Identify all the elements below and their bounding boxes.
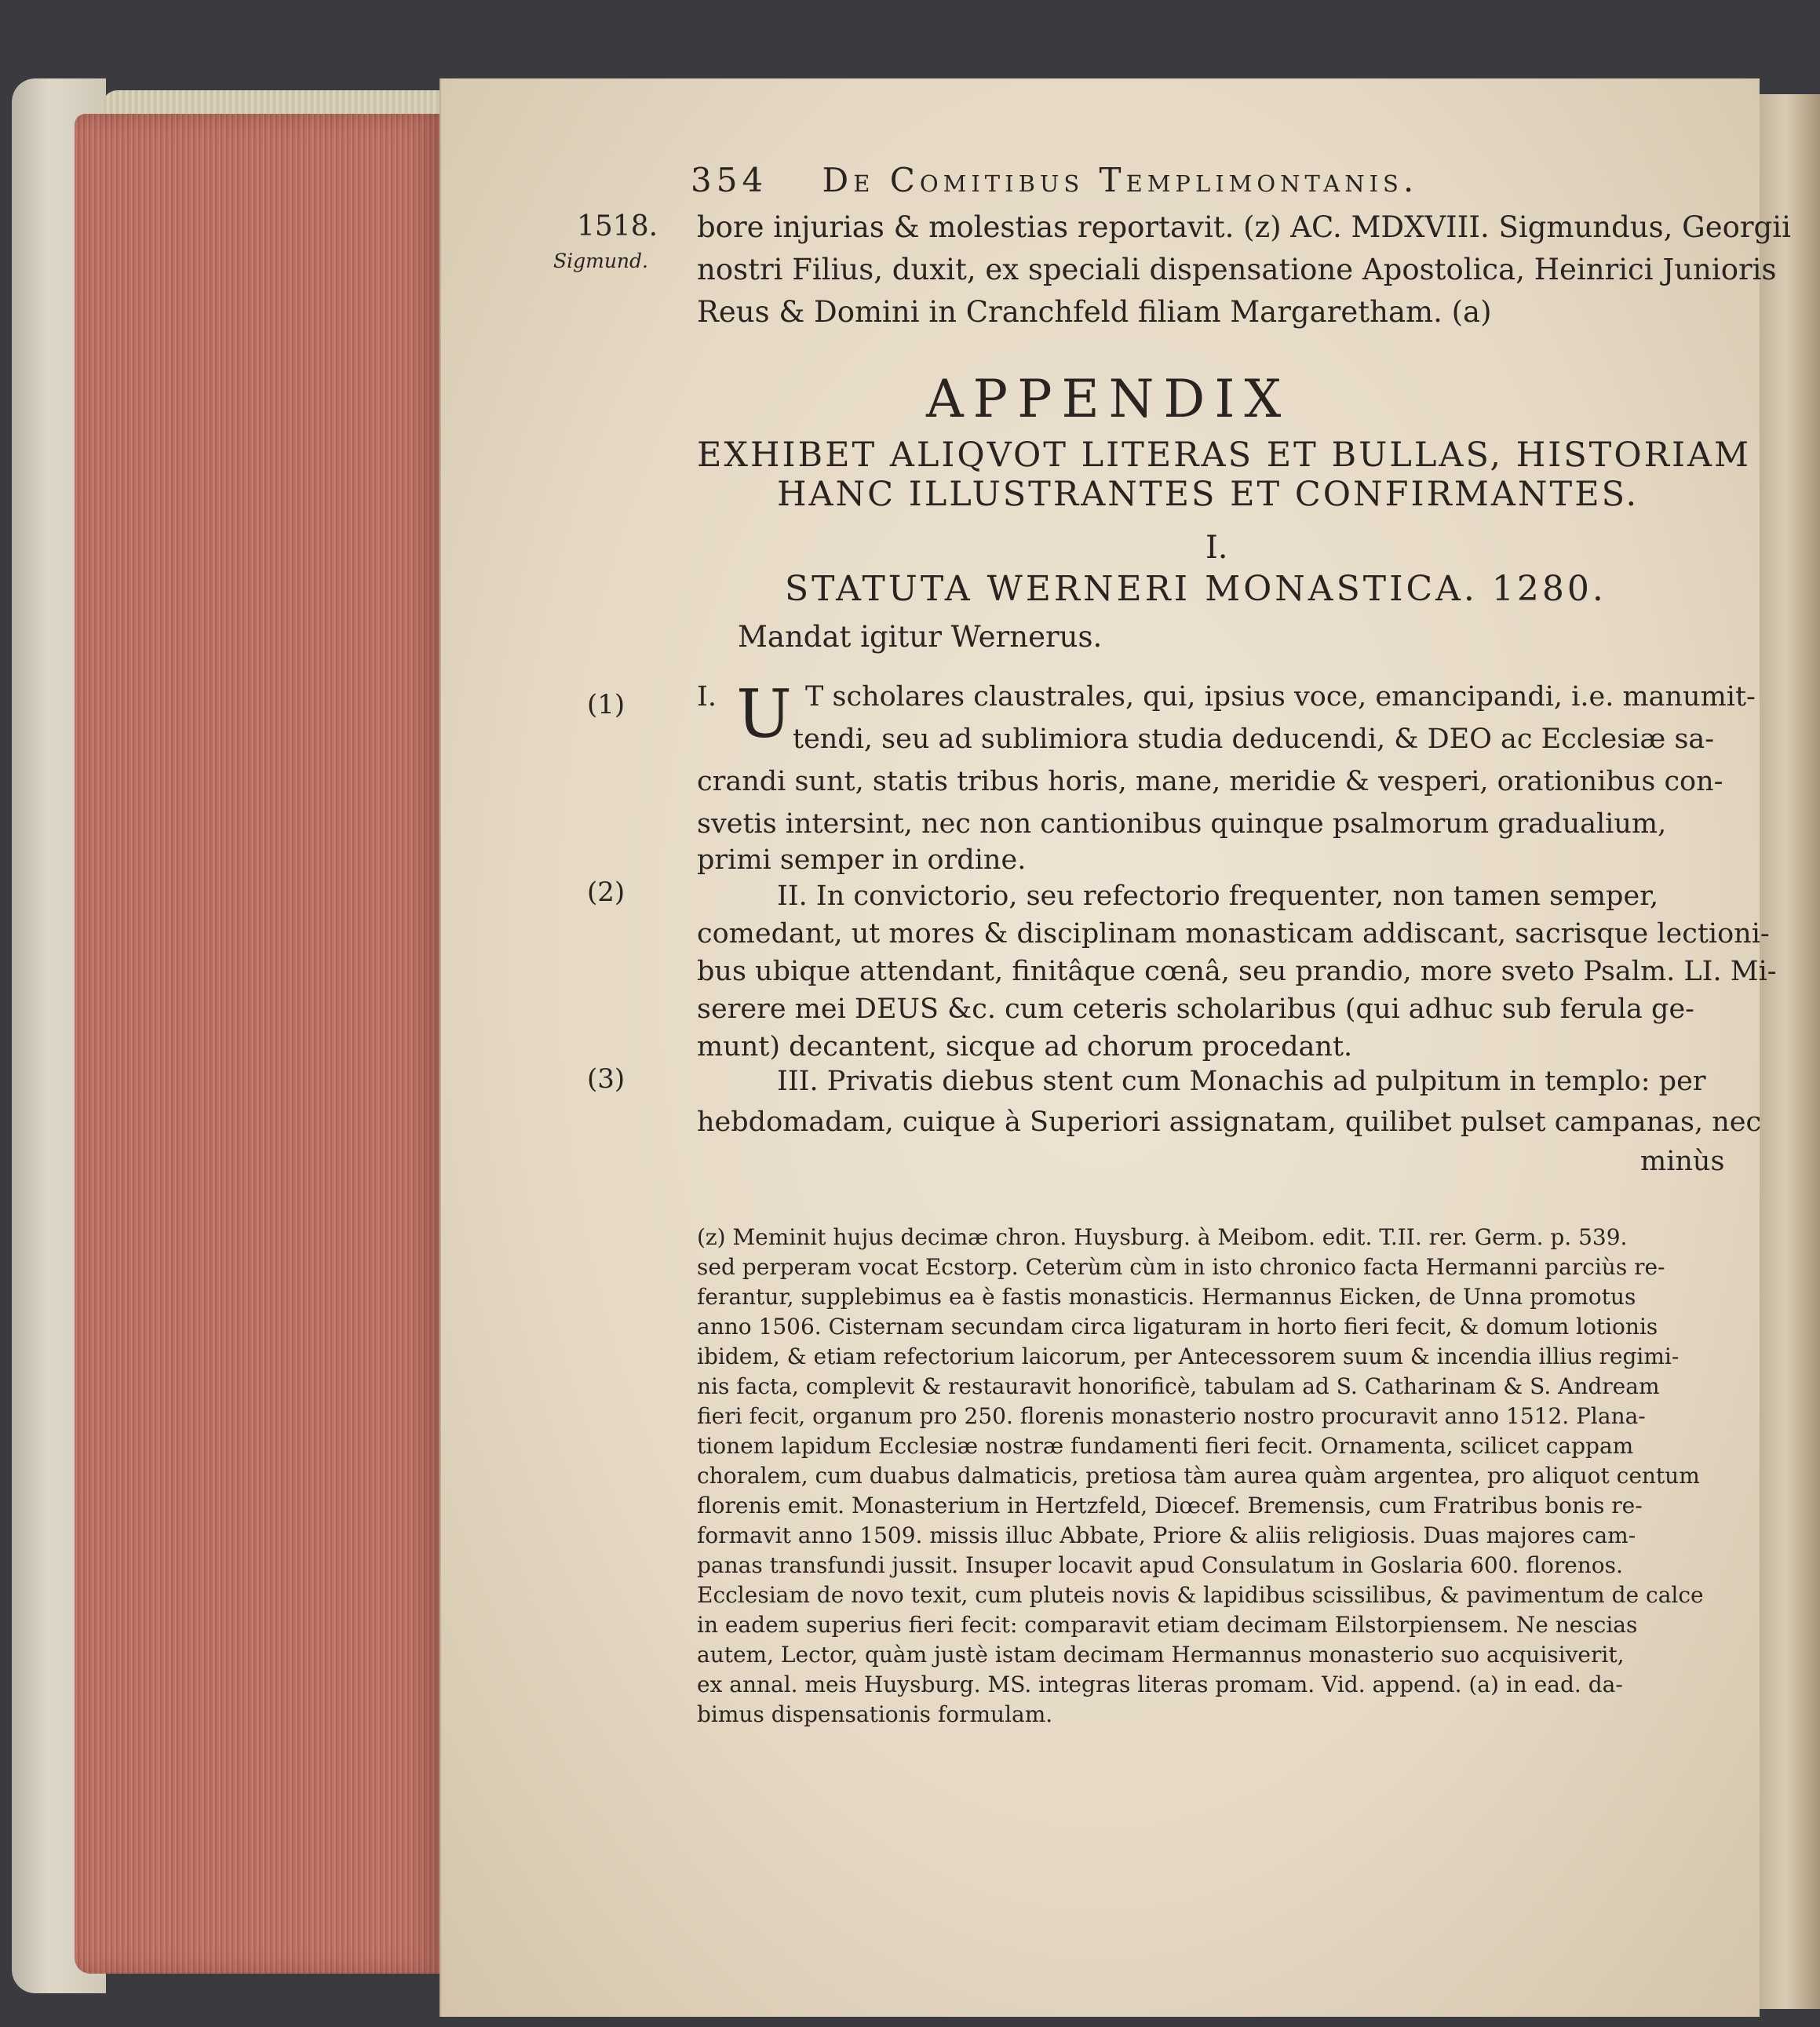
footnote-line: ex annal. meis Huysburg. MS. integras literas promam. Vid. append. (a) in ead. da-: [697, 1672, 1623, 1697]
footnote-line: panas transfundi jussit. Insuper locavit apud Consulatum in Goslaria 600. florenos.: [697, 1552, 1623, 1578]
para3-line-2: hebdomadam, cuique à Superiori assignatam, quilibet pulset campanas, nec: [697, 1106, 1762, 1138]
margin-year: 1518.: [577, 210, 658, 242]
footnote-line: anno 1506. Cisternam secundam circa ligaturam in horto fieri fecit, & domum lotionis: [697, 1314, 1658, 1340]
page-edges-fore: [75, 114, 443, 1974]
para1-line-5: primi semper in ordine.: [697, 844, 1027, 876]
footnote-line: nis facta, complevit & restauravit honorificè, tabulam ad S. Catharinam & S. Andream: [697, 1373, 1660, 1399]
footnote-line: tionem lapidum Ecclesiæ nostræ fundamenti fieri fecit. Ornamenta, scilicet cappam: [697, 1433, 1634, 1459]
para2-line-2: comedant, ut mores & disciplinam monasticam addiscant, sacrisque lectioni-: [697, 918, 1770, 950]
para1-line-2: tendi, seu ad sublimiora studia deducendi, & DEO ac Ecclesiæ sa-: [793, 724, 1715, 755]
running-title: De Comitibus Templimontanis.: [822, 161, 1419, 199]
appendix-subtitle-2: HANC ILLUSTRANTES ET CONFIRMANTES.: [777, 475, 1639, 514]
footnote-line: bimus dispensationis formulam.: [697, 1701, 1053, 1727]
intro-line-1: bore injurias & molestias reportavit. (z) AC. MDXVIII. Sigmundus, Georgii: [697, 210, 1791, 244]
intro-line-3: Reus & Domini in Cranchfeld filiam Margaretham. (a): [697, 295, 1492, 329]
mandat-line: Mandat igitur Wernerus.: [738, 620, 1103, 654]
para1-label: I.: [697, 681, 717, 713]
para2-line-3: bus ubique attendant, finitâque cœnâ, seu prandio, more sveto Psalm. LI. Mi-: [697, 956, 1777, 987]
statute-title: STATUTA WERNERI MONASTICA. 1280.: [785, 569, 1607, 609]
appendix-subtitle-1: EXHIBET ALIQVOT LITERAS ET BULLAS, HISTORIAM: [697, 436, 1752, 475]
para-num-3: (3): [587, 1063, 626, 1095]
footnote-line: ibidem, & etiam refectorium laicorum, per Antecessorem suum & incendia illius regimi-: [697, 1343, 1680, 1369]
para2-line-1: II. In convictorio, seu refectorio frequenter, non tamen semper,: [777, 880, 1659, 912]
footnote-line: sed perperam vocat Ecstorp. Ceterùm cùm in isto chronico facta Hermanni parciùs re-: [697, 1254, 1665, 1280]
para2-line-4: serere mei DEUS &c. cum ceteris scholaribus (qui adhuc sub ferula ge-: [697, 993, 1694, 1025]
footnote-line: in eadem superius fieri fecit: comparavit etiam decimam Eilstorpiensem. Ne nescias: [697, 1612, 1638, 1638]
section-number: I.: [1205, 530, 1228, 566]
catchword: minùs: [1640, 1146, 1725, 1177]
footnote-line: florenis emit. Monasterium in Hertzfeld, Diœcef. Bremensis, cum Fratribus bonis re-: [697, 1493, 1643, 1518]
dropcap: U: [736, 676, 792, 753]
page-number: 354: [691, 161, 768, 199]
para-num-2: (2): [587, 877, 626, 908]
para1-line-1: T scholares claustrales, qui, ipsius voce, emancipandi, i.e. manumit-: [805, 681, 1756, 713]
para1-line-3: crandi sunt, statis tribus horis, mane, meridie & vesperi, orationibus con-: [697, 766, 1723, 797]
footnote-line: autem, Lector, quàm justè istam decimam Hermannus monasterio suo acquisiverit,: [697, 1642, 1625, 1668]
facing-page-edge: [1750, 94, 1820, 2009]
footnote-line: ferantur, supplebimus ea è fastis monasticis. Hermannus Eicken, de Unna promotus: [697, 1284, 1636, 1310]
intro-line-2: nostri Filius, duxit, ex speciali dispensatione Apostolica, Heinrici Junioris: [697, 253, 1777, 286]
running-head: [691, 161, 1418, 199]
para1-line-4: svetis intersint, nec non cantionibus quinque psalmorum gradualium,: [697, 808, 1667, 840]
appendix-title: APPENDIX: [926, 369, 1291, 429]
footnote-line: formavit anno 1509. missis illuc Abbate, Priore & aliis religiosis. Duas majores cam-: [697, 1522, 1636, 1548]
footnote-line: (z) Meminit hujus decimæ chron. Huysburg. à Meibom. edit. T.II. rer. Germ. p. 539.: [697, 1224, 1628, 1250]
footnote-line: Ecclesiam de novo texit, cum pluteis novis & lapidibus scissilibus, & pavimentum de calce: [697, 1582, 1704, 1608]
margin-name: Sigmund.: [553, 250, 648, 272]
para3-line-1: III. Privatis diebus stent cum Monachis ad pulpitum in templo: per: [777, 1066, 1706, 1097]
footnote-line: fieri fecit, organum pro 250. florenis monasterio nostro procuravit anno 1512. Plana-: [697, 1403, 1646, 1429]
para-num-1: (1): [587, 689, 626, 720]
para2-line-5: munt) decantent, sicque ad chorum procedant.: [697, 1031, 1353, 1063]
footnote-line: choralem, cum duabus dalmaticis, pretiosa tàm aurea quàm argentea, pro aliquot centum: [697, 1463, 1700, 1489]
